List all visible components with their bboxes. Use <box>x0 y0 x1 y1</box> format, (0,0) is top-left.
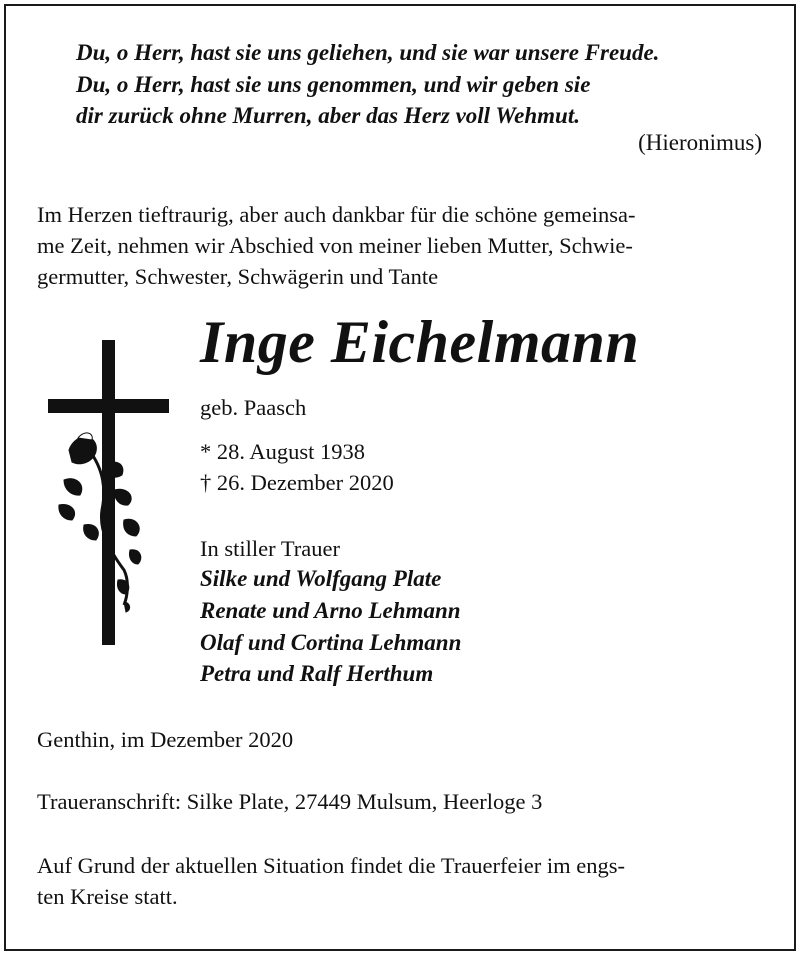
mourner-2: Renate und Arno Lehmann <box>200 598 461 623</box>
mourning-address: Traueranschrift: Silke Plate, 27449 Mulsum, Heerloge 3 <box>37 789 543 814</box>
mourning-label: In stiller Trauer <box>200 536 340 561</box>
verse-line-3: dir zurück ohne Murren, aber das Herz voll Wehmut. <box>76 103 580 128</box>
verse-attribution: (Hieronimus) <box>638 130 762 155</box>
notice-line-1: Auf Grund der aktuellen Situation findet die Trauerfeier im engs- <box>37 853 625 878</box>
death-date: † 26. Dezember 2020 <box>200 470 394 495</box>
maiden-name: geb. Paasch <box>200 395 307 420</box>
mourner-3: Olaf und Cortina Lehmann <box>200 630 462 655</box>
intro-line-1: Im Herzen tieftraurig, aber auch dankbar für die schöne gemeinsa- <box>37 202 636 227</box>
mourner-1: Silke und Wolfgang Plate <box>200 566 442 591</box>
notice-line-2: ten Kreise statt. <box>37 884 178 909</box>
cross-with-rose-icon <box>44 340 174 650</box>
intro-line-2: me Zeit, nehmen wir Abschied von meiner lieben Mutter, Schwie- <box>37 233 633 258</box>
deceased-name: Inge Eichelmann <box>200 309 640 375</box>
verse-line-2: Du, o Herr, hast sie uns genommen, und wir geben sie <box>76 72 591 97</box>
birth-date: * 28. August 1938 <box>200 439 366 464</box>
intro-line-3: germutter, Schwester, Schwägerin und Tante <box>37 264 439 289</box>
mourner-4: Petra und Ralf Herthum <box>200 661 434 686</box>
verse-line-1: Du, o Herr, hast sie uns geliehen, und sie war unsere Freude. <box>76 40 660 65</box>
place-date: Genthin, im Dezember 2020 <box>37 727 294 752</box>
